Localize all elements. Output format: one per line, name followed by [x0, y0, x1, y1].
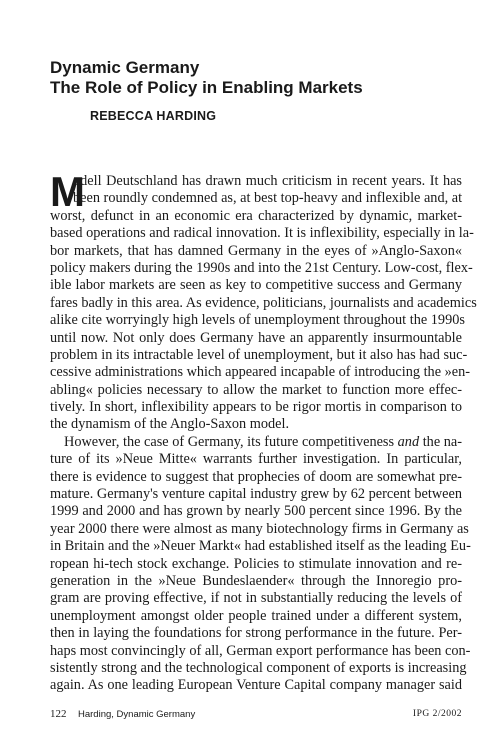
running-head: Harding, Dynamic Germany — [78, 709, 196, 720]
body-line: gram are proving effective, if not in substantially reducing the levels of — [50, 590, 462, 607]
body-line: policy makers during the 1990s and into the 21st Century. Low-cost, flex- — [50, 259, 473, 276]
body-line: alike cite worryingly high levels of unemployment throughout the 1990s — [50, 312, 465, 329]
page-footer — [50, 708, 462, 724]
body-line: problem in its intractable level of unemployment, but it also has had suc- — [50, 346, 468, 363]
body-line: ropean hi-tech stock exchange. Policies to stimulate innovation and re- — [50, 555, 462, 572]
body-line: based operations and radical innovation. It is inflexibility, especially in la- — [50, 225, 474, 242]
page-number: 122 — [50, 708, 67, 720]
body-line: odell Deutschland has drawn much criticism in recent years. It has — [73, 173, 462, 189]
body-line: year 2000 there were almost as many biotechnology firms in Germany as — [50, 520, 469, 537]
journal-issue: IPG 2/2002 — [412, 709, 462, 719]
body-line: 1999 and 2000 and has grown by nearly 500 percent since 1996. By the — [50, 503, 462, 520]
body-line: fares badly in this area. As evidence, politicians, journalists and academics — [50, 294, 477, 311]
body-line: in Britain and the »Neuer Markt« had established itself as the leading Eu- — [50, 538, 471, 555]
body-line: tively. In short, inflexibility appears to be rigor mortis in comparison to — [50, 399, 462, 416]
text-run: However, the case of Germany, its future competitiveness — [64, 433, 398, 450]
paragraph-2-first-line — [50, 434, 462, 451]
body-line: then in laying the foundations for strong performance in the future. Per- — [50, 625, 462, 642]
body-line: generation in the »Neue Bundeslaender« through the Innoregio pro- — [50, 572, 462, 589]
title-line-1: Dynamic Germany — [50, 58, 200, 77]
body-line: unemployment amongst older people trained under a different system, — [50, 607, 462, 624]
body-line: sistently strong and the technological component of exports is increasing — [50, 659, 467, 676]
emphasis-and: and — [397, 433, 420, 450]
text-run: the na- — [419, 433, 462, 450]
body-line: the dynamism of the Anglo-Saxon model. — [50, 416, 290, 433]
body-line: haps most convincingly of all, German export performance has been con- — [50, 642, 471, 659]
body-line: again. As one leading European Venture Capital company manager said — [50, 677, 462, 694]
body-line: been roundly condemned as, at best top-heavy and inflexible and, at — [73, 190, 463, 207]
body-line: worst, defunct in an economic era characterized by dynamic, market- — [50, 207, 462, 224]
body-line: ture of its »Neue Mitte« warrants further investigation. In particular, — [50, 451, 462, 468]
author-name: REBECCA HARDING — [90, 109, 217, 123]
body-line: mature. Germany's venture capital industry grew by 62 percent between — [50, 486, 462, 503]
article-body — [50, 168, 477, 695]
body-line: ible labor markets are seen as key to competitive success and Germany — [50, 277, 462, 294]
body-line: cessive administrations which appeared incapable of introducing the »en- — [50, 364, 471, 381]
article-title — [50, 58, 363, 98]
body-line: until now. Not only does Germany have an apparently insurmountable — [50, 329, 462, 346]
drop-cap: M — [50, 168, 85, 215]
body-line: abling« policies necessary to allow the market to function more effec- — [50, 381, 462, 398]
title-line-2: The Role of Policy in Enabling Markets — [50, 78, 363, 97]
body-line: bor markets, that has damned Germany in the eyes of »Anglo-Saxon« — [50, 242, 462, 259]
body-line: there is evidence to suggest that prophecies of doom are somewhat pre- — [50, 468, 462, 485]
